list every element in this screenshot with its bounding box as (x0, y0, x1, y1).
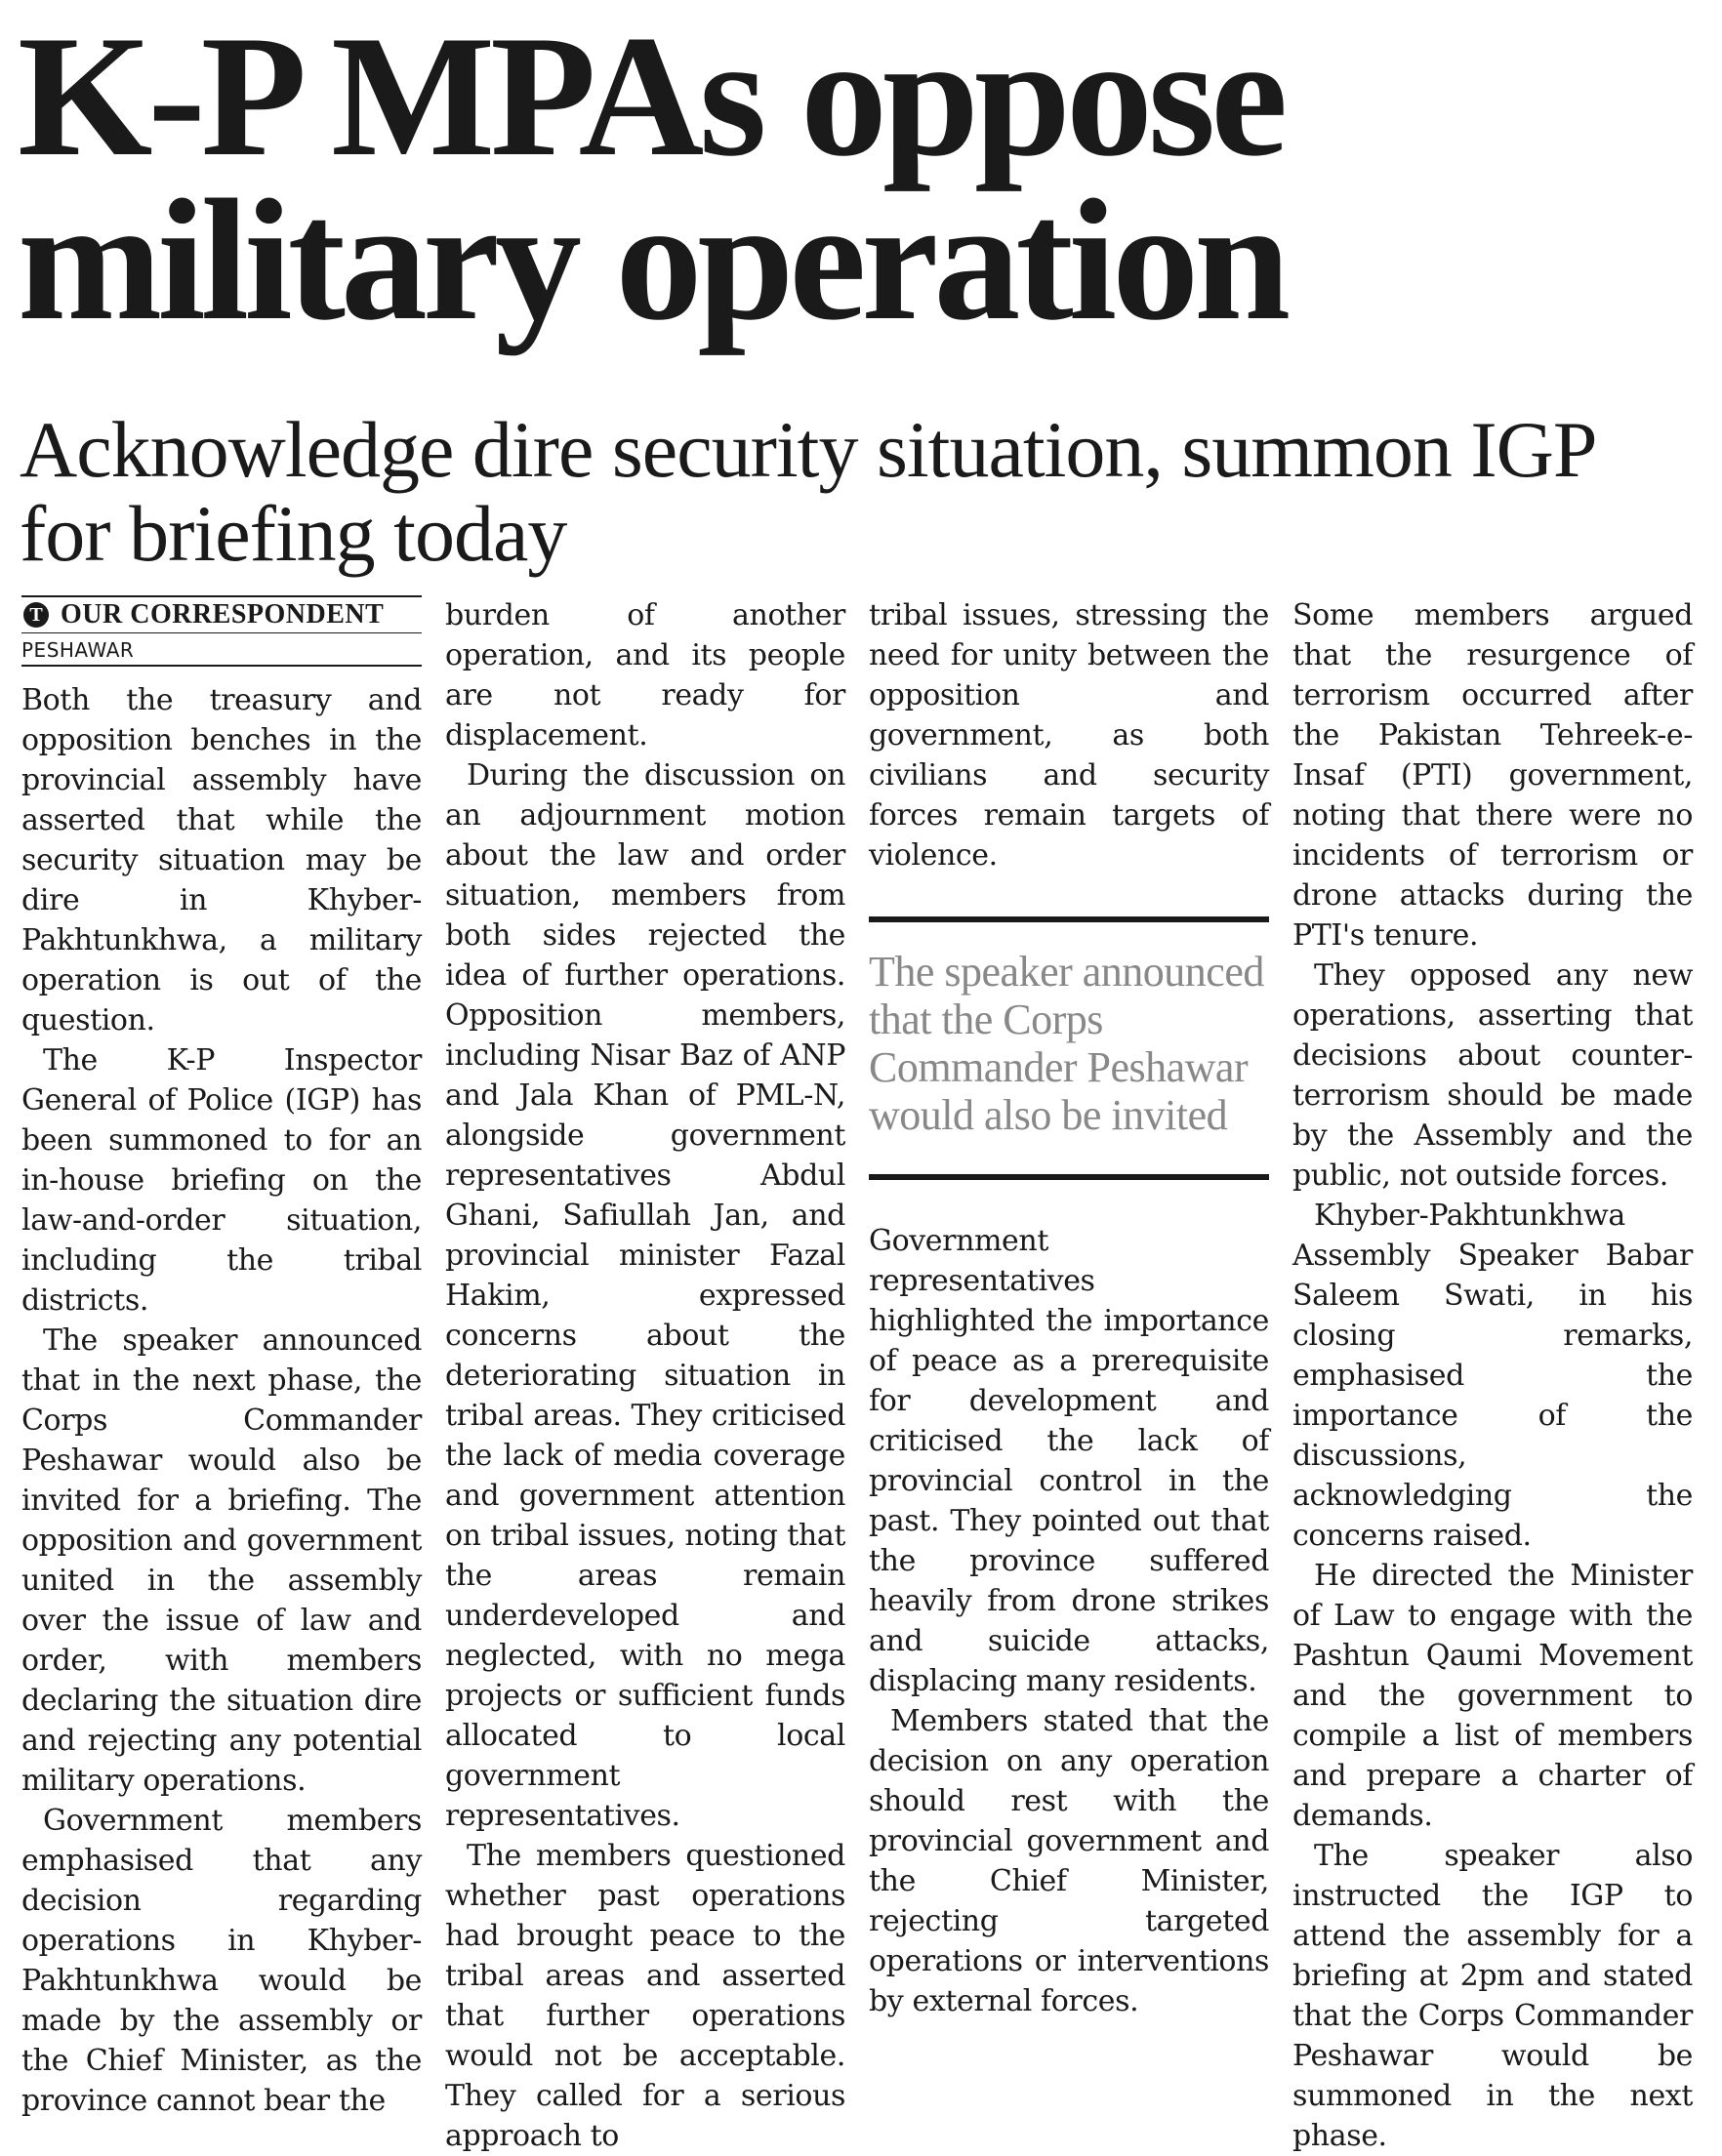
article-paragraph: burden of another operation, and its people are not ready for displacement. (445, 598, 845, 753)
byline (21, 595, 422, 667)
pull-quote (869, 916, 1269, 1180)
article-column-2 (445, 595, 845, 2153)
article-paragraph: Both the treasury and opposition benches in the provincial assembly have asserted that while the security situation may be dire in Khyber-Pakhtunkhwa, a military operation is out of the question. (21, 683, 422, 1037)
article-paragraph: Khyber-Pakhtunkhwa Assembly Speaker Babar Saleem Swati, in his closing remarks, emphasised the importance of the discussions, acknowledging the concerns raised. (1292, 1199, 1693, 1553)
article-paragraph: They opposed any new operations, asserting that decisions about counter-terrorism should be made by the Assembly and the public, not outside forces. (1292, 958, 1693, 1193)
article-column-3 (869, 595, 1269, 2018)
article-paragraph: The members questioned whether past operations had brought peace to the tribal areas and asserted that further operations would not be acceptable. They called for a serious approach to (445, 1839, 845, 2153)
article-paragraph: The speaker announced that in the next phase, the Corps Commander Peshawar would also be invited for a briefing. The opposition and government united in the assembly over the issue of law and order, with members declaring the situation dire and rejecting any potential military operations. (21, 1323, 422, 1798)
article-paragraph: Government representatives highlighted the importance of peace as a prerequisite for development and criticised the lack of provincial control in the past. They pointed out that the province suffered heavily from drone strikes and suicide attacks, displacing many residents. (869, 1224, 1269, 1698)
dateline: PESHAWAR (21, 638, 135, 662)
article-paragraph: Government members emphasised that any decision regarding operations in Khyber-Pakhtunkhwa would be made by the assembly or the Chief Minister, as the province cannot bear the (21, 1804, 422, 2118)
byline-author: OUR CORRESPONDENT (61, 599, 385, 630)
article-paragraph: The K-P Inspector General of Police (IGP) has been summoned to for an in-house briefing on the law-and-order situation, including the tribal districts. (21, 1043, 422, 1318)
article-paragraph: He directed the Minister of Law to engage with the Pashtun Qaumi Movement and the government to compile a list of members and prepare a charter of demands. (1292, 1559, 1693, 1833)
subheadline: Acknowledge dire security situation, summon IGP for briefing today (20, 405, 1594, 578)
article-column-1 (21, 595, 422, 2118)
article-column-4 (1292, 595, 1693, 2153)
headline: K-P MPAs oppose military operation (18, 0, 1287, 356)
byline-author-row (21, 597, 422, 633)
article-paragraph: The speaker also instructed the IGP to attend the assembly for a briefing at 2pm and stated that the Corps Commander Peshawar would be summoned in the next phase. (1292, 1839, 1693, 2153)
article-body (21, 595, 1702, 2153)
article-paragraph: tribal issues, stressing the need for unity between the opposition and government, as both civilians and security forces remain targets of violence. (869, 598, 1269, 873)
article-paragraph: Members stated that the decision on any operation should rest with the provincial government and the Chief Minister, rejecting targeted operations or interventions by external forces. (869, 1704, 1269, 2018)
article-paragraph: During the discussion on an adjournment motion about the law and order situation, members from both sides rejected the idea of further operations. Opposition members, including Nisar Baz of ANP and Jala Khan of PML-N, alongside government representatives Abdul Ghani, Safiullah Jan, and provincial minister Fazal Hakim, expressed concerns about the deteriorating situation in tribal areas. They criticised the lack of media coverage and government attention on tribal issues, noting that the areas remain underdeveloped and neglected, with no mega projects or sufficient funds allocated to local government representatives. (445, 758, 845, 1833)
article-paragraph: Some members argued that the resurgence of terrorism occurred after the Pakistan Tehreek-e-Insaf (PTI) government, noting that there were no incidents of terrorism or drone attacks during the PTI's tenure. (1292, 598, 1693, 953)
pull-quote-text: The speaker announced that the Corps Commander Peshawar would also be invited (869, 948, 1264, 1139)
tribune-logo-icon: T (23, 602, 49, 628)
